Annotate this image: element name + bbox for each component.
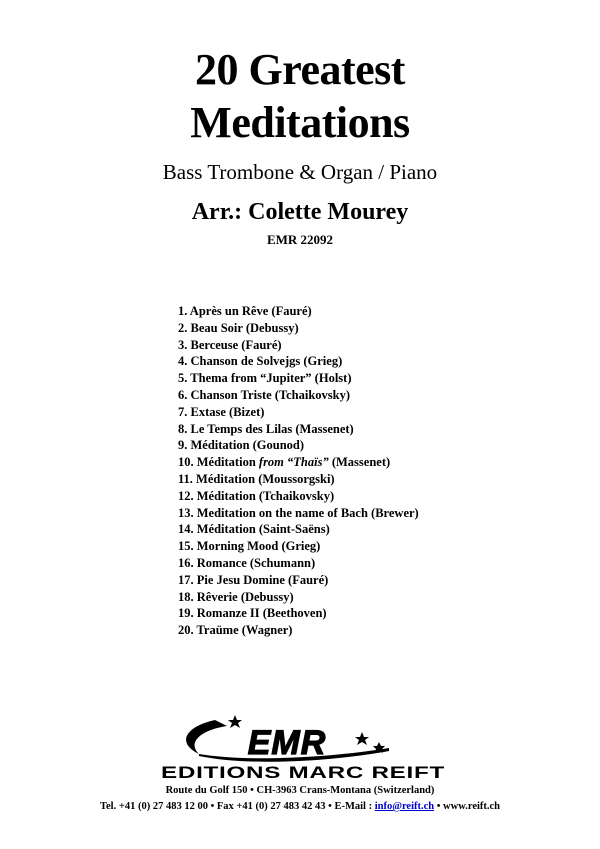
contact-website: • www.reift.ch <box>434 801 501 812</box>
contents-list <box>178 303 419 639</box>
catalog-code: EMR 22092 <box>266 232 334 247</box>
contents-item: 4. Chanson de Solvejgs (Grieg) <box>178 354 343 369</box>
publisher-address: Route du Golf 150 • CH-3963 Crans-Montana (Switzerland) <box>165 785 435 796</box>
contents-item: 14. Méditation (Saint-Saëns) <box>178 522 330 537</box>
logo-swoosh <box>186 720 227 754</box>
contents-item: 7. Extase (Bizet) <box>178 404 265 419</box>
contents-item: 1. Après un Rêve (Fauré) <box>178 304 312 318</box>
contents-item: 20. Traüme (Wagner) <box>178 623 293 638</box>
title-line-1: 20 Greatest <box>195 45 405 94</box>
logo-publisher-name: EDITIONS MARC REIFT <box>161 763 446 782</box>
contents-item-composer: (Massenet) <box>328 455 391 470</box>
contents-item: 5. Thema from “Jupiter” (Holst) <box>178 371 352 386</box>
contents-item: 19. Romanze II (Beethoven) <box>178 606 327 621</box>
contents-item: 11. Méditation (Moussorgski) <box>178 471 335 486</box>
contents-item: 18. Rêverie (Debussy) <box>178 589 294 604</box>
contents-item: 16. Romance (Schumann) <box>178 555 316 570</box>
contents-item: 12. Méditation (Tchaikovsky) <box>178 488 335 503</box>
publisher-contact <box>0 800 600 813</box>
contents-item: 3. Berceuse (Fauré) <box>178 337 282 352</box>
contents-item: 13. Meditation on the name of Bach (Brewer) <box>178 505 419 520</box>
contents-item: 6. Chanson Triste (Tchaikovsky) <box>178 387 351 402</box>
contents-item: 8. Le Temps des Lilas (Massenet) <box>178 421 354 436</box>
star-icon <box>228 715 242 728</box>
publisher-logo <box>157 712 449 794</box>
email-link[interactable]: info@reift.ch <box>374 801 435 812</box>
subtitle: Bass Trombone & Organ / Piano <box>162 160 438 184</box>
title-line-2: Meditations <box>190 98 410 147</box>
contents-item <box>178 454 419 471</box>
contents-item-italic: from “Thaïs” <box>258 455 329 470</box>
contact-phone-fax: Tel. +41 (0) 27 483 12 00 • Fax +41 (0) 27 483 42 43 • E-Mail : <box>99 801 375 812</box>
star-icon <box>355 732 369 745</box>
contents-item: 9. Méditation (Gounod) <box>178 438 305 453</box>
logo-emr-text: EMR <box>247 724 327 762</box>
contents-item-title: 10. Méditation <box>178 455 259 470</box>
contents-item: 2. Beau Soir (Debussy) <box>178 320 299 335</box>
contents-item: 15. Morning Mood (Grieg) <box>178 539 321 554</box>
arranger: Arr.: Colette Mourey <box>191 199 409 225</box>
contents-item: 17. Pie Jesu Domine (Fauré) <box>178 572 329 587</box>
